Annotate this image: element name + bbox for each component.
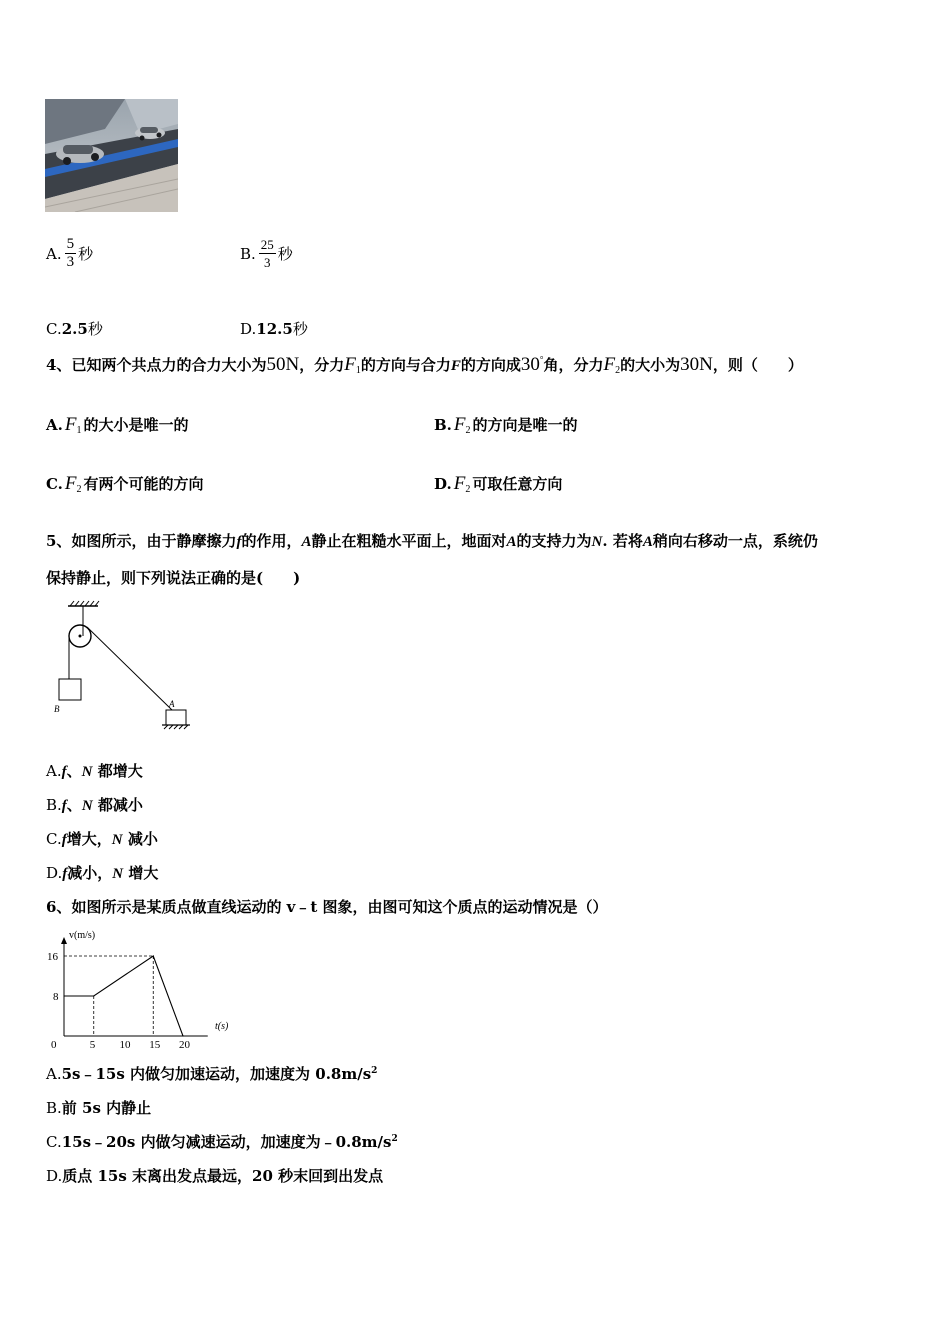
chart-series xyxy=(63,955,183,1036)
x-tick-label: 10 xyxy=(119,1039,131,1051)
x-tick-label: 0 xyxy=(51,1039,57,1051)
superscript: 2 xyxy=(391,1134,398,1144)
block-a xyxy=(166,710,186,725)
unit: 秒 xyxy=(78,245,94,263)
fraction xyxy=(65,236,77,271)
q5-stem-line2: 保持静止，则下列说法正确的是( ) xyxy=(46,569,301,587)
force-symbol xyxy=(65,414,82,435)
option-text: 减小， xyxy=(67,864,113,882)
stem-text: 如图所示是某质点做直线运动的 v﹣t 图象，由图可知这个质点的运动情况是（） xyxy=(71,898,608,916)
option-value: 2.5 xyxy=(61,320,88,338)
denominator: 3 xyxy=(66,254,75,270)
q5-option-b[interactable] xyxy=(46,794,143,815)
fraction xyxy=(259,236,276,271)
option-letter: B. xyxy=(240,244,256,263)
stem-text: 的方向与合力 xyxy=(360,356,451,374)
f1-letter: F xyxy=(344,354,356,375)
option-text: 15s﹣20s 内做匀减速运动，加速度为﹣0.8m/s xyxy=(61,1133,392,1151)
question-number: 5、 xyxy=(46,532,72,550)
stem-text: 的方向成 xyxy=(460,356,521,374)
x-tick-label: 20 xyxy=(179,1039,190,1051)
block-b xyxy=(59,679,81,700)
force-subscript: 2 xyxy=(465,425,471,436)
option-letter: A. xyxy=(46,244,62,263)
option-text: 质点 15s 末离出发点最远，20 秒末回到出发点 xyxy=(62,1167,384,1185)
data-point xyxy=(63,995,64,996)
x-axis-label: t(s) xyxy=(215,1021,229,1032)
force-letter: F xyxy=(453,473,466,494)
friction-symbol: f xyxy=(61,764,67,780)
unit: 秒 xyxy=(292,320,308,338)
series-line xyxy=(64,956,183,1036)
option-text: 增大， xyxy=(66,830,112,848)
car-road-photo xyxy=(45,99,178,212)
q4-stem xyxy=(46,354,803,376)
q5-stem-line1 xyxy=(46,530,818,551)
data-point xyxy=(153,955,154,956)
stem-text: ，则（ ） xyxy=(712,356,803,374)
unit: 秒 xyxy=(87,320,103,338)
force-symbol xyxy=(65,473,82,494)
q3-option-b[interactable] xyxy=(240,236,293,284)
normal-force-symbol: N xyxy=(111,832,123,848)
stem-text: 如图所示，由于静摩擦力 xyxy=(71,532,237,550)
stem-text: ，分力 xyxy=(299,356,345,374)
option-letter: A. xyxy=(46,1065,62,1083)
stem-text: 的作用， xyxy=(241,532,302,550)
q3-option-c[interactable] xyxy=(46,318,103,339)
q5-option-c[interactable] xyxy=(46,828,158,849)
option-text: 都减小 xyxy=(97,796,143,814)
normal-force-symbol: N xyxy=(591,534,603,550)
q3-option-d[interactable] xyxy=(240,318,308,339)
separator: 、 xyxy=(66,762,82,780)
option-letter: C. xyxy=(46,1133,62,1151)
block-a-symbol: A xyxy=(301,534,312,550)
option-letter: C. xyxy=(46,320,62,338)
q4-option-b[interactable] xyxy=(434,414,578,436)
denominator: 3 xyxy=(264,255,271,270)
option-text: 的方向是唯一的 xyxy=(472,416,578,434)
block-a-symbol: A xyxy=(506,534,517,550)
f2-letter: F xyxy=(603,354,616,375)
angle xyxy=(521,354,544,375)
normal-force-symbol: N xyxy=(112,866,124,882)
friction-symbol: f xyxy=(61,832,67,848)
option-text: 减小 xyxy=(127,830,158,848)
numerator: 5 xyxy=(66,236,75,252)
force-subscript: 1 xyxy=(76,425,82,436)
friction-symbol: f xyxy=(62,866,68,882)
data-point xyxy=(93,995,94,996)
stem-text: 角，分力 xyxy=(543,356,604,374)
stem-text: 稍向右移动一点，系统仍 xyxy=(652,532,818,550)
q6-option-a[interactable] xyxy=(46,1063,377,1084)
force-f2: 30N xyxy=(680,354,713,375)
y-axis-arrow xyxy=(61,937,67,944)
option-text: 5s﹣15s 内做匀加速运动，加速度为 0.8m/s xyxy=(61,1065,372,1083)
option-letter: D. xyxy=(434,475,452,493)
separator: 、 xyxy=(66,796,82,814)
vt-chart xyxy=(45,925,245,1055)
f1-subscript: 1 xyxy=(355,365,361,376)
option-text: 增大 xyxy=(128,864,159,882)
friction-symbol: f xyxy=(236,534,242,550)
option-text: 都增大 xyxy=(97,762,143,780)
force-subscript: 2 xyxy=(465,484,471,495)
question-number: 6、 xyxy=(46,898,72,916)
option-letter: C. xyxy=(46,475,63,493)
option-letter: A. xyxy=(46,416,63,434)
normal-force-symbol: N xyxy=(81,764,93,780)
y-axis-label: v(m/s) xyxy=(69,930,96,941)
block-a-symbol: A xyxy=(642,534,653,550)
option-text: 的大小是唯一的 xyxy=(83,416,189,434)
pulley-diagram xyxy=(50,600,200,735)
stem-text: 的支持力为 xyxy=(516,532,592,550)
force-letter: F xyxy=(64,414,77,435)
f2-subscript: 2 xyxy=(615,365,621,376)
q6-stem xyxy=(46,896,608,917)
f1-symbol xyxy=(344,354,361,375)
option-text: 可取任意方向 xyxy=(472,475,563,493)
label-a: A xyxy=(169,699,175,709)
question-number: 4、 xyxy=(46,356,72,374)
normal-force-symbol: N xyxy=(81,798,93,814)
force-symbol xyxy=(454,473,471,494)
q4-option-c[interactable] xyxy=(46,473,204,495)
stem-text: 的大小为 xyxy=(620,356,681,374)
superscript: 2 xyxy=(371,1066,378,1076)
option-letter: B. xyxy=(46,796,62,814)
x-tick-label: 5 xyxy=(89,1039,96,1051)
option-letter: C. xyxy=(46,830,62,848)
force-total: 50N xyxy=(266,354,300,375)
unit: 秒 xyxy=(277,245,293,263)
x-tick-label: 15 xyxy=(149,1039,161,1051)
chart-axes xyxy=(61,937,208,1036)
q6-option-c[interactable] xyxy=(46,1131,398,1152)
stem-text: 静止在粗糙水平面上，地面对 xyxy=(311,532,507,550)
option-letter: B. xyxy=(46,1099,62,1117)
q4-option-d[interactable] xyxy=(434,473,562,495)
q3-option-a[interactable] xyxy=(46,236,93,284)
option-text: 前 5s 内静止 xyxy=(61,1099,152,1117)
friction-symbol: f xyxy=(61,798,67,814)
q6-option-b[interactable] xyxy=(46,1097,151,1118)
q5-option-a[interactable] xyxy=(46,760,143,781)
q5-option-d[interactable] xyxy=(46,862,158,883)
stem-text: . 若将 xyxy=(602,532,643,550)
degree-sign: ° xyxy=(539,354,544,365)
option-letter: A. xyxy=(46,762,62,780)
option-letter: B. xyxy=(434,416,452,434)
f2-symbol xyxy=(603,354,620,375)
option-text: 有两个可能的方向 xyxy=(83,475,204,493)
y-tick-label: 8 xyxy=(53,991,59,1003)
y-tick-label: 16 xyxy=(47,951,58,963)
angle-value: 30 xyxy=(520,354,540,375)
stem-text: 已知两个共点力的合力大小为 xyxy=(71,356,267,374)
force-letter: F xyxy=(64,473,77,494)
option-value: 12.5 xyxy=(256,320,293,338)
option-letter: D. xyxy=(46,864,63,882)
option-letter: D. xyxy=(46,1167,63,1185)
label-b: B xyxy=(54,704,60,714)
resultant-symbol: F xyxy=(450,358,461,374)
q4-option-a[interactable] xyxy=(46,414,189,436)
force-symbol xyxy=(454,414,471,435)
force-letter: F xyxy=(453,414,466,435)
data-point xyxy=(182,1035,183,1036)
q6-option-d[interactable] xyxy=(46,1165,383,1186)
force-subscript: 2 xyxy=(76,484,82,495)
numerator: 25 xyxy=(260,237,274,252)
option-letter: D. xyxy=(240,320,257,338)
